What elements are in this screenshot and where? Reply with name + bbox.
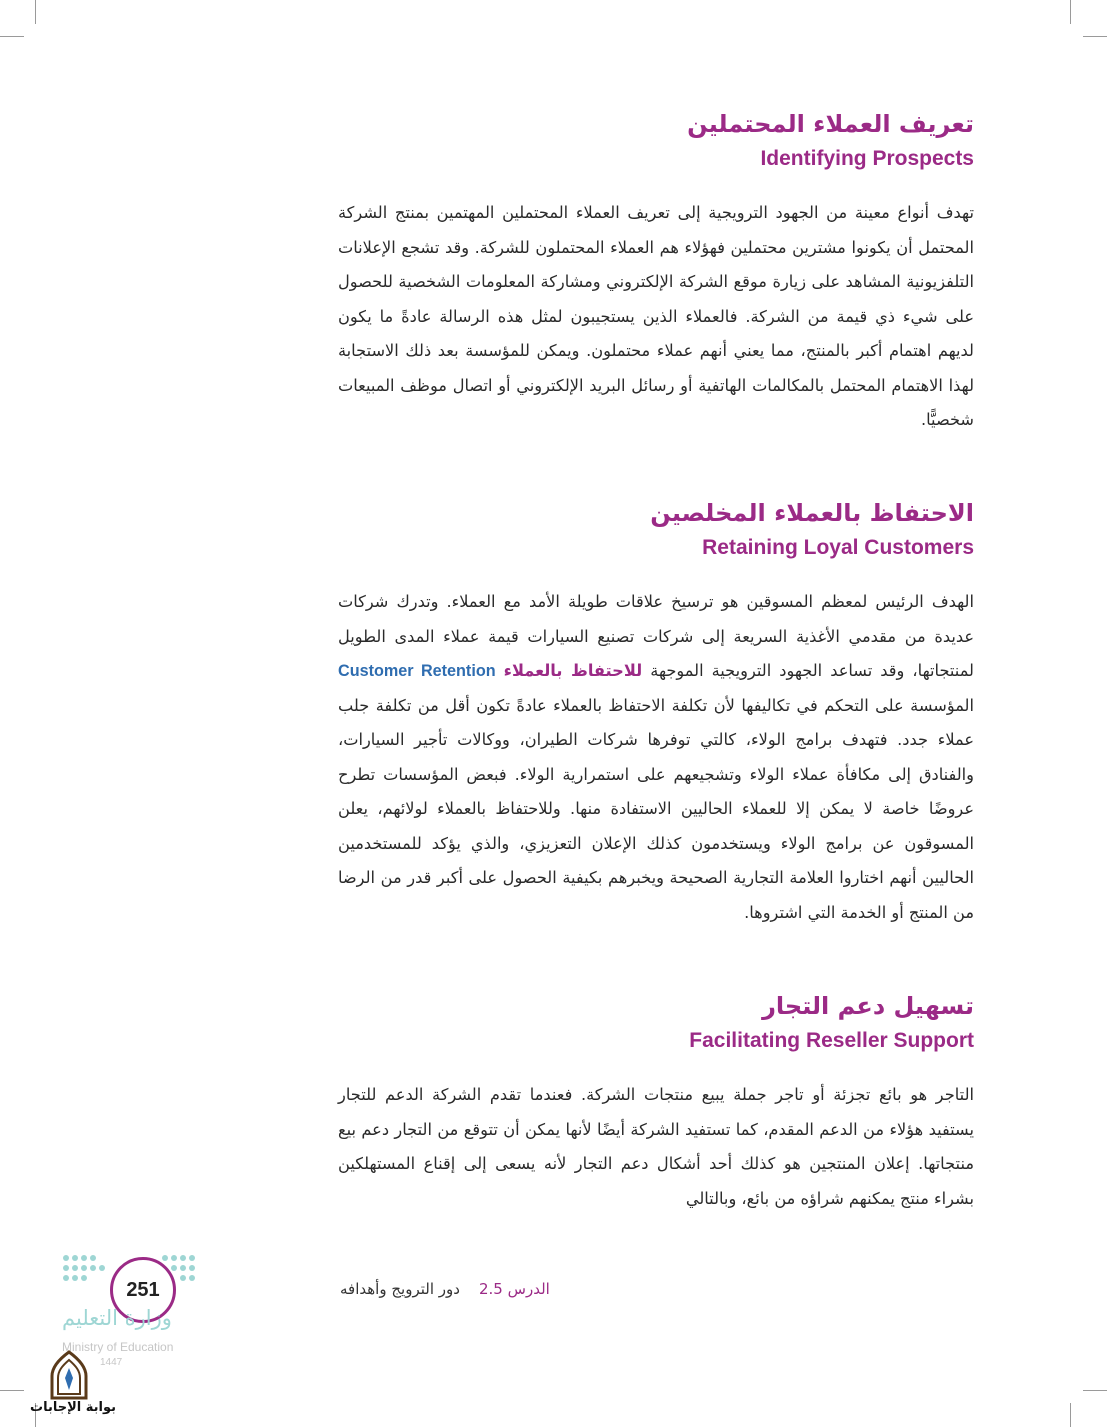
crop-mark	[1083, 36, 1107, 37]
lesson-number: 2.5	[479, 1280, 503, 1298]
section-retaining-loyal-customers	[338, 497, 974, 930]
section-title-en: Retaining Loyal Customers	[702, 536, 974, 559]
ministry-name-ar: وزارة التعليم	[62, 1306, 172, 1330]
lesson-label: الدرس	[507, 1280, 550, 1298]
crop-mark	[35, 0, 36, 24]
section-title-ar: تعريف العملاء المحتملين	[687, 110, 974, 138]
section-paragraph: التاجر هو بائع تجزئة أو تاجر جملة يبيع منتجات الشركة. فعندما تقدم الشركة الدعم للتجار يستفيد هؤلاء من الدعم المقدم، كما تستفيد الشركة أيضًا لأنها يمكن أن تتوقع من التجار دعم بيع منتجاتها. إعلان المنتجين هو كذلك أحد أشكال دعم التجار لأنه يسعى إلى إقناع المستهلكين بشراء منتج يمكنهم شراؤه من بائع، وبالتالي	[338, 1085, 974, 1208]
crop-mark	[0, 36, 24, 37]
ministry-year: 1447	[100, 1357, 123, 1368]
portal-label: بوابة الإجابات	[30, 1400, 116, 1415]
crop-mark	[1070, 1403, 1071, 1427]
ministry-name-en: Ministry of Education	[62, 1340, 174, 1354]
section-title-en: Identifying Prospects	[760, 147, 974, 170]
crop-mark	[1070, 0, 1071, 24]
mosque-logo-icon	[46, 1350, 92, 1400]
section-title-en: Facilitating Reseller Support	[689, 1029, 974, 1052]
section-title-ar: تسهيل دعم التجار	[762, 992, 974, 1020]
lesson-title: دور الترويج وأهدافه	[340, 1280, 460, 1298]
paragraph-text: المؤسسة على التحكم في تكاليفها لأن تكلفة الاحتفاظ بالعملاء عادةً تكون أقل من تكلفة جلب عملاء جدد. فتهدف برامج الولاء، كالتي توفرها شركات الطيران، ووكالات تأجير السيارات، والفنادق إلى مكافأة عملاء الولاء وتشجيعهم على استمرارية الولاء. فبعض المؤسسات تطرح عروضًا خاصة لا يمكن إلا للعملاء الحاليين الاستفادة منها. وللاحتفاظ بالعملاء لولائهم، يعلن المسوقون عن برامج الولاء ويستخدمون كذلك الإعلان التعزيزي، والذي يؤكد للمستخدمين الحاليين أنهم اختاروا العلامة التجارية الصحيحة ويخبرهم بكيفية الحصول على أكبر قدر من الرضا من المنتج أو الخدمة التي اشتروها.	[338, 695, 974, 922]
crop-mark	[1083, 1390, 1107, 1391]
key-term-en: Customer Retention	[338, 662, 496, 680]
section-paragraph	[338, 585, 974, 930]
section-title-ar: الاحتفاظ بالعملاء المخلصين	[650, 499, 974, 527]
section-paragraph: تهدف أنواع معينة من الجهود الترويجية إلى تعريف العملاء المحتملين المهتمين بمنتج الشركة المحتمل أن يكونوا مشترين محتملين فهؤلاء هم العملاء المحتملون للشركة. وقد تشجع الإعلانات التلفزيونية المشاهد على زيارة موقع الشركة الإلكتروني ومشاركة المعلومات الشخصية للحصول على شيء ذي قيمة من الشركة. فالعملاء الذين يستجيبون لمثل هذه الرسالة عادةً ما يكون لديهم اهتمام أكبر بالمنتج، مما يعني أنهم عملاء محتملون. ويمكن للمؤسسة بعد ذلك الاستجابة لهذا الاهتمام المحتمل بالمكالمات الهاتفية أو رسائل البريد الإلكتروني أو اتصال موظف المبيعات شخصيًّا.	[338, 203, 974, 429]
footer-lesson	[340, 1280, 550, 1298]
section-identifying-prospects	[338, 108, 974, 438]
key-term-ar: للاحتفاظ بالعملاء	[503, 661, 643, 680]
crop-mark	[0, 1390, 24, 1391]
paragraph-text: الهدف الرئيس لمعظم المسوقين هو ترسيخ علاقات طويلة الأمد مع العملاء. وتدرك شركات عديدة من مقدمي الأغذية السريعة إلى شركات تصنيع السيارات قيمة عملاء المدى الطويل لمنتجاتها، وقد تساعد الجهود الترويجية الموجهة	[338, 592, 974, 680]
section-reseller-support	[338, 990, 974, 1216]
page-number: 251	[126, 1278, 160, 1301]
